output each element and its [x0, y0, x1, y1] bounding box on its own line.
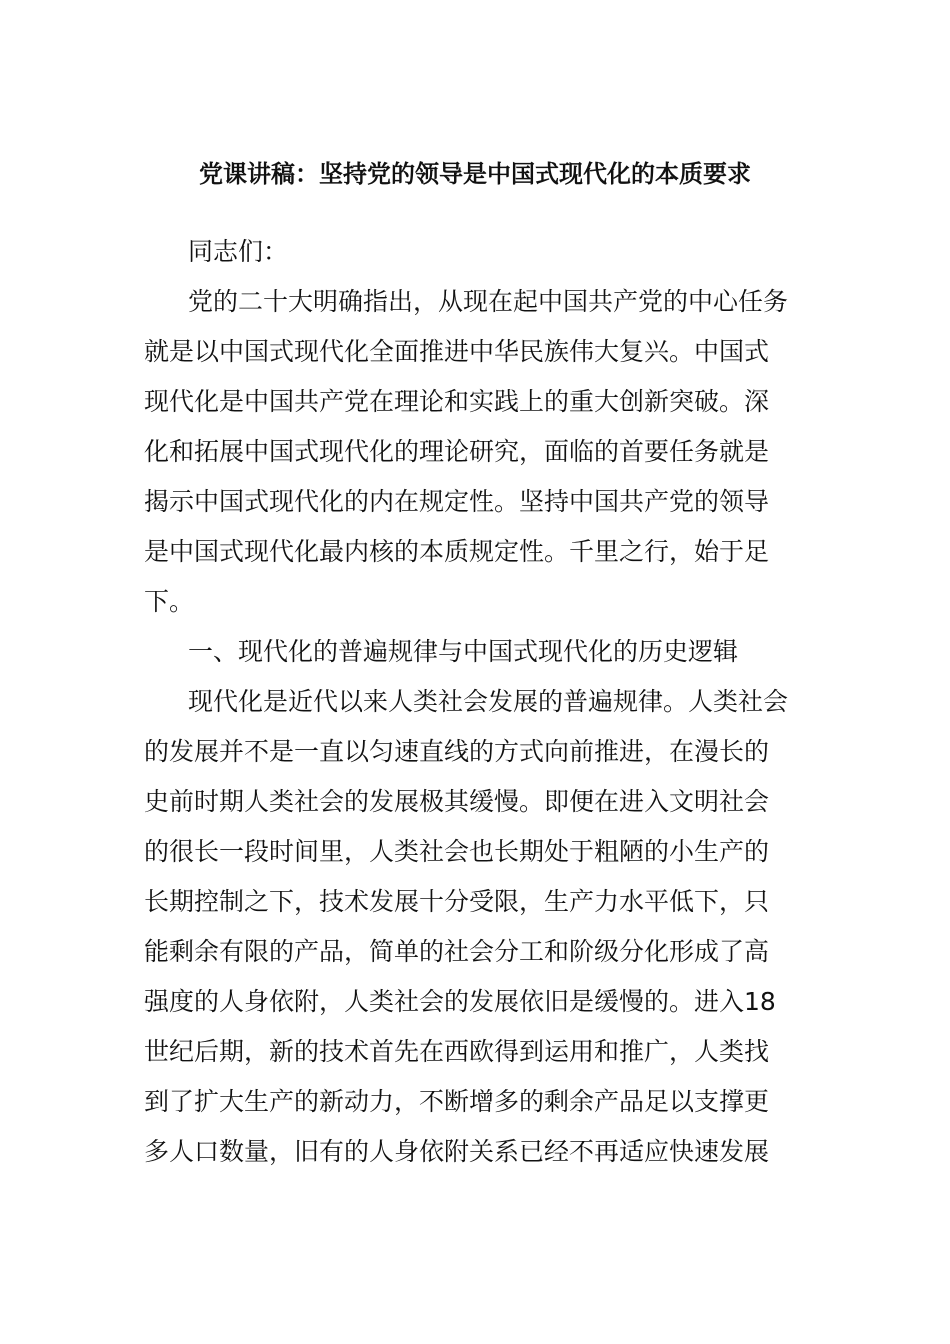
section-heading: 一、现代化的普遍规律与中国式现代化的历史逻辑	[188, 637, 739, 666]
paragraph-line: 下。	[144, 587, 195, 616]
paragraph-line: 多人口数量，旧有的人身依附关系已经不再适应快速发展	[144, 1137, 770, 1166]
paragraph-line: 的很长一段时间里，人类社会也长期处于粗陋的小生产的	[144, 837, 770, 866]
document-title: 党课讲稿：坚持党的领导是中国式现代化的本质要求	[199, 160, 751, 188]
paragraph-line: 史前时期人类社会的发展极其缓慢。即便在进入文明社会	[144, 787, 770, 816]
paragraph-line: 到了扩大生产的新动力，不断增多的剩余产品足以支撑更	[144, 1087, 770, 1116]
paragraph-line: 长期控制之下，技术发展十分受限，生产力水平低下，只	[144, 887, 770, 916]
paragraph-line: 就是以中国式现代化全面推进中华民族伟大复兴。中国式	[144, 337, 770, 366]
paragraph-line: 的发展并不是一直以匀速直线的方式向前推进，在漫长的	[144, 737, 770, 766]
paragraph-line: 能剩余有限的产品，简单的社会分工和阶级分化形成了高	[144, 937, 770, 966]
paragraph-line: 化和拓展中国式现代化的理论研究，面临的首要任务就是	[144, 437, 770, 466]
paragraph-line: 揭示中国式现代化的内在规定性。坚持中国共产党的领导	[144, 487, 770, 516]
paragraph-line: 现代化是中国共产党在理论和实践上的重大创新突破。深	[144, 387, 770, 416]
salutation-line: 同志们：	[188, 237, 289, 266]
paragraph-line: 世纪后期，新的技术首先在西欧得到运用和推广，人类找	[144, 1037, 770, 1066]
document-body	[144, 227, 814, 1177]
paragraph-line: 是中国式现代化最内核的本质规定性。千里之行，始于足	[144, 537, 770, 566]
paragraph-line: 现代化是近代以来人类社会发展的普遍规律。人类社会	[188, 687, 789, 716]
paragraph-line: 党的二十大明确指出，从现在起中国共产党的中心任务	[188, 287, 789, 316]
paragraph-line: 强度的人身依附，人类社会的发展依旧是缓慢的。进入18	[144, 987, 776, 1016]
